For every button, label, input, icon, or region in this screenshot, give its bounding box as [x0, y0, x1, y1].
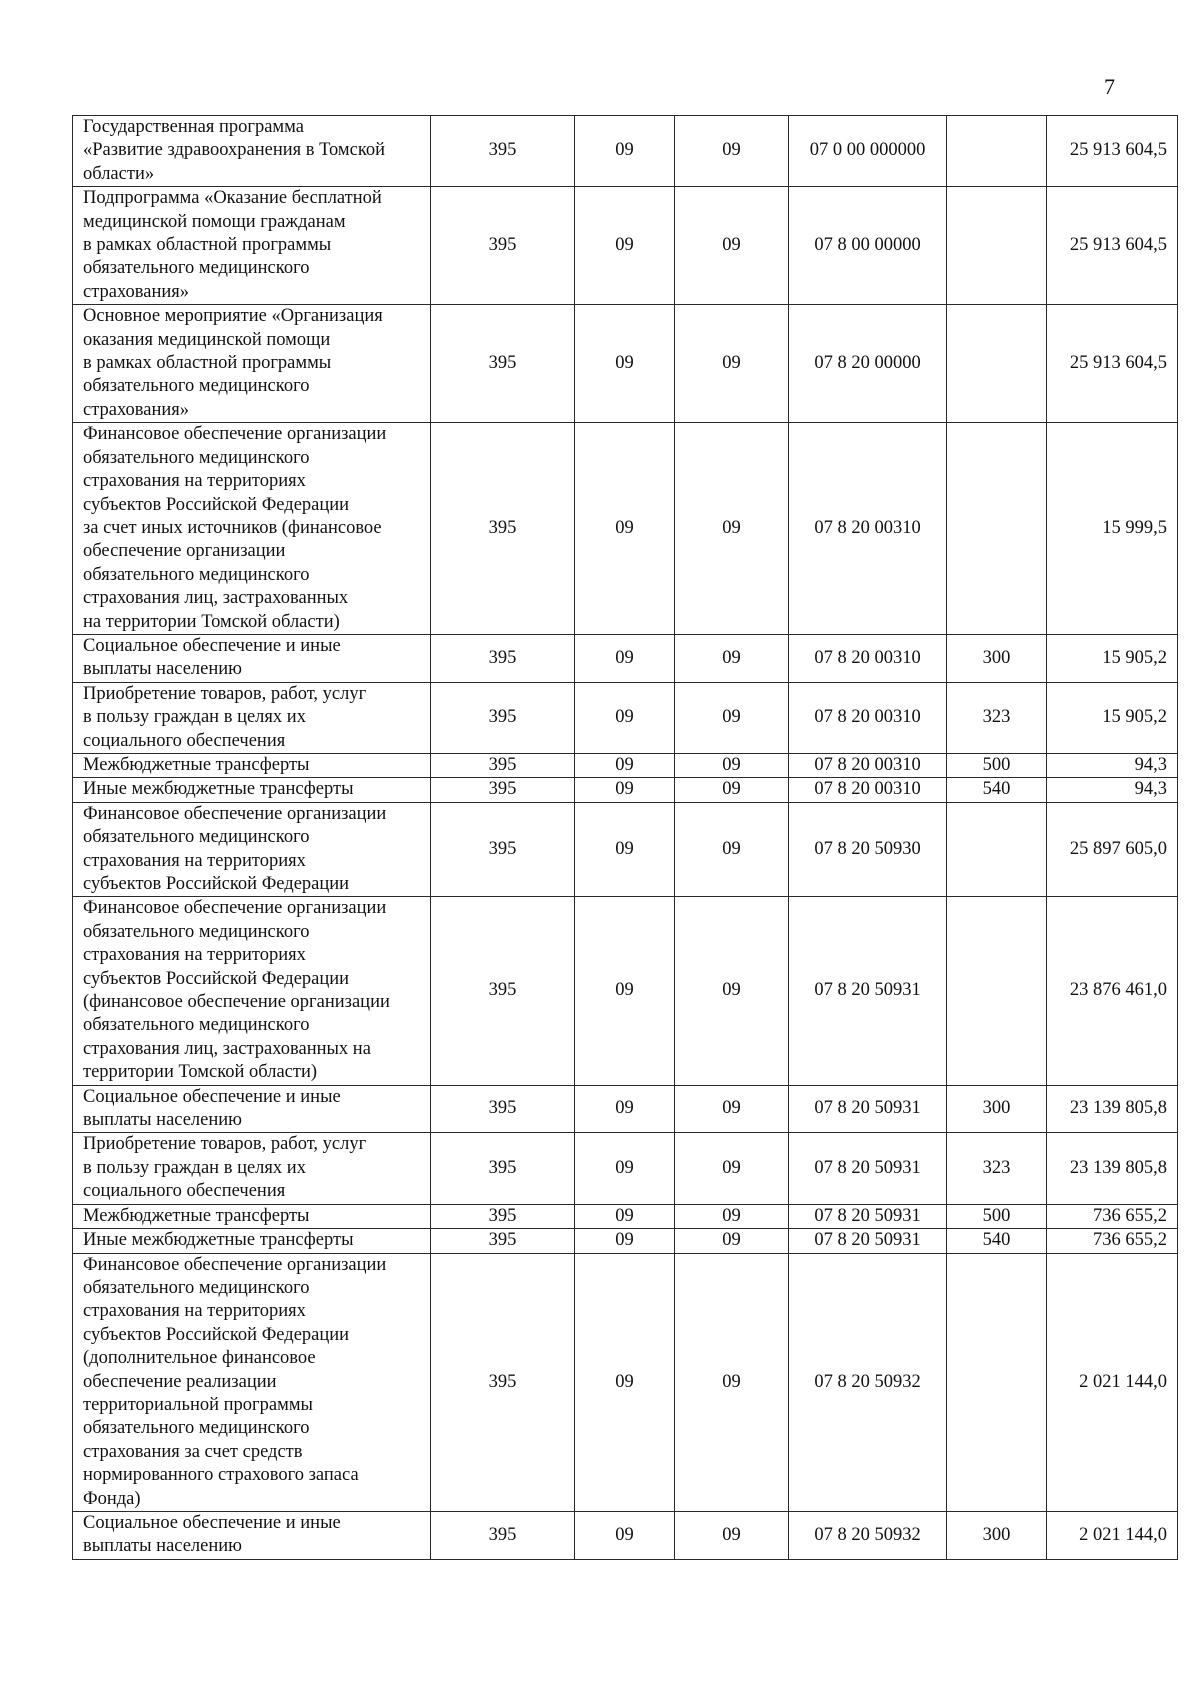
- table-row: [73, 778, 1178, 802]
- admin-code-cell: 395: [431, 1253, 575, 1511]
- target-article-cell: 07 8 20 50931: [789, 1133, 947, 1204]
- expense-type-cell: 540: [947, 1229, 1047, 1253]
- table-row: [73, 1511, 1178, 1559]
- section-code-cell: 09: [575, 423, 675, 635]
- amount-cell: 94,3: [1047, 778, 1178, 802]
- amount-cell: 15 905,2: [1047, 682, 1178, 753]
- subsection-code-cell: 09: [675, 1133, 789, 1204]
- admin-code-cell: 395: [431, 897, 575, 1085]
- amount-cell: 94,3: [1047, 753, 1178, 777]
- table-row: [73, 187, 1178, 305]
- table-row: [73, 423, 1178, 635]
- expense-name-cell: Иные межбюджетные трансферты: [73, 778, 431, 802]
- amount-cell: 2 021 144,0: [1047, 1253, 1178, 1511]
- expense-type-cell: 300: [947, 634, 1047, 682]
- section-code-cell: 09: [575, 802, 675, 897]
- target-article-cell: 07 8 20 50931: [789, 1085, 947, 1133]
- admin-code-cell: 395: [431, 1085, 575, 1133]
- admin-code-cell: 395: [431, 305, 575, 423]
- target-article-cell: 07 8 20 00310: [789, 778, 947, 802]
- expense-name-cell: Социальное обеспечение и иные выплаты населению: [73, 1511, 431, 1559]
- expense-type-cell: 300: [947, 1085, 1047, 1133]
- subsection-code-cell: 09: [675, 1253, 789, 1511]
- expense-type-cell: 300: [947, 1511, 1047, 1559]
- expense-name-cell: Основное мероприятие «Организация оказания медицинской помощи в рамках областной программы обязательного медицинского страхования»: [73, 305, 431, 423]
- admin-code-cell: 395: [431, 1229, 575, 1253]
- amount-cell: 736 655,2: [1047, 1229, 1178, 1253]
- expense-name-cell: Государственная программа «Развитие здравоохранения в Томской области»: [73, 116, 431, 187]
- target-article-cell: 07 8 20 50932: [789, 1511, 947, 1559]
- target-article-cell: 07 8 00 00000: [789, 187, 947, 305]
- expense-name-cell: Социальное обеспечение и иные выплаты населению: [73, 634, 431, 682]
- subsection-code-cell: 09: [675, 682, 789, 753]
- admin-code-cell: 395: [431, 753, 575, 777]
- subsection-code-cell: 09: [675, 1204, 789, 1228]
- expense-type-cell: 500: [947, 1204, 1047, 1228]
- amount-cell: 15 999,5: [1047, 423, 1178, 635]
- target-article-cell: 07 8 20 00310: [789, 423, 947, 635]
- section-code-cell: 09: [575, 187, 675, 305]
- target-article-cell: 07 8 20 00310: [789, 682, 947, 753]
- expense-name-cell: Иные межбюджетные трансферты: [73, 1229, 431, 1253]
- section-code-cell: 09: [575, 634, 675, 682]
- expense-name-cell: Межбюджетные трансферты: [73, 753, 431, 777]
- admin-code-cell: 395: [431, 778, 575, 802]
- budget-table-body: [73, 116, 1178, 1560]
- expense-type-cell: [947, 897, 1047, 1085]
- subsection-code-cell: 09: [675, 778, 789, 802]
- table-row: [73, 1229, 1178, 1253]
- amount-cell: 2 021 144,0: [1047, 1511, 1178, 1559]
- expense-type-cell: 500: [947, 753, 1047, 777]
- section-code-cell: 09: [575, 1085, 675, 1133]
- admin-code-cell: 395: [431, 1511, 575, 1559]
- section-code-cell: 09: [575, 305, 675, 423]
- amount-cell: 25 913 604,5: [1047, 305, 1178, 423]
- table-row: [73, 897, 1178, 1085]
- admin-code-cell: 395: [431, 116, 575, 187]
- section-code-cell: 09: [575, 778, 675, 802]
- admin-code-cell: 395: [431, 682, 575, 753]
- expense-name-cell: Приобретение товаров, работ, услуг в пользу граждан в целях их социального обеспечения: [73, 1133, 431, 1204]
- amount-cell: 25 913 604,5: [1047, 116, 1178, 187]
- subsection-code-cell: 09: [675, 753, 789, 777]
- target-article-cell: 07 8 20 50931: [789, 1229, 947, 1253]
- table-row: [73, 634, 1178, 682]
- table-row: [73, 682, 1178, 753]
- table-row: [73, 1253, 1178, 1511]
- amount-cell: 23 139 805,8: [1047, 1133, 1178, 1204]
- expense-type-cell: 323: [947, 1133, 1047, 1204]
- table-row: [73, 1085, 1178, 1133]
- target-article-cell: 07 8 20 50932: [789, 1253, 947, 1511]
- expense-name-cell: Подпрограмма «Оказание бесплатной медицинской помощи гражданам в рамках областной программы обязательного медицинского страхования»: [73, 187, 431, 305]
- expense-type-cell: [947, 1253, 1047, 1511]
- amount-cell: 23 139 805,8: [1047, 1085, 1178, 1133]
- target-article-cell: 07 8 20 50930: [789, 802, 947, 897]
- subsection-code-cell: 09: [675, 116, 789, 187]
- expense-type-cell: 323: [947, 682, 1047, 753]
- amount-cell: 15 905,2: [1047, 634, 1178, 682]
- expense-type-cell: [947, 423, 1047, 635]
- section-code-cell: 09: [575, 897, 675, 1085]
- subsection-code-cell: 09: [675, 802, 789, 897]
- section-code-cell: 09: [575, 1229, 675, 1253]
- expense-type-cell: [947, 116, 1047, 187]
- section-code-cell: 09: [575, 753, 675, 777]
- target-article-cell: 07 8 20 50931: [789, 1204, 947, 1228]
- expense-name-cell: Межбюджетные трансферты: [73, 1204, 431, 1228]
- amount-cell: 25 913 604,5: [1047, 187, 1178, 305]
- table-row: [73, 802, 1178, 897]
- amount-cell: 23 876 461,0: [1047, 897, 1178, 1085]
- expense-name-cell: Финансовое обеспечение организации обязательного медицинского страхования на территориях субъектов Российской Федерации (финансовое обеспечение организации обязательного медицинского страхования лиц, застрахованных на территории Томской области): [73, 897, 431, 1085]
- section-code-cell: 09: [575, 116, 675, 187]
- admin-code-cell: 395: [431, 1204, 575, 1228]
- target-article-cell: 07 8 20 50931: [789, 897, 947, 1085]
- subsection-code-cell: 09: [675, 634, 789, 682]
- target-article-cell: 07 0 00 000000: [789, 116, 947, 187]
- subsection-code-cell: 09: [675, 187, 789, 305]
- table-row: [73, 1133, 1178, 1204]
- expense-type-cell: [947, 305, 1047, 423]
- expense-name-cell: Финансовое обеспечение организации обязательного медицинского страхования на территориях субъектов Российской Федерации: [73, 802, 431, 897]
- budget-table: [72, 115, 1178, 1560]
- expense-name-cell: Социальное обеспечение и иные выплаты населению: [73, 1085, 431, 1133]
- subsection-code-cell: 09: [675, 897, 789, 1085]
- admin-code-cell: 395: [431, 423, 575, 635]
- table-row: [73, 1204, 1178, 1228]
- section-code-cell: 09: [575, 682, 675, 753]
- admin-code-cell: 395: [431, 187, 575, 305]
- target-article-cell: 07 8 20 00310: [789, 753, 947, 777]
- section-code-cell: 09: [575, 1133, 675, 1204]
- amount-cell: 736 655,2: [1047, 1204, 1178, 1228]
- table-row: [73, 116, 1178, 187]
- subsection-code-cell: 09: [675, 1229, 789, 1253]
- target-article-cell: 07 8 20 00000: [789, 305, 947, 423]
- amount-cell: 25 897 605,0: [1047, 802, 1178, 897]
- target-article-cell: 07 8 20 00310: [789, 634, 947, 682]
- expense-name-cell: Финансовое обеспечение организации обязательного медицинского страхования на территориях субъектов Российской Федерации за счет иных источников (финансовое обеспечение организации обязательного медицинского страхования лиц, застрахованных на территории Томской области): [73, 423, 431, 635]
- expense-type-cell: [947, 187, 1047, 305]
- section-code-cell: 09: [575, 1511, 675, 1559]
- admin-code-cell: 395: [431, 1133, 575, 1204]
- subsection-code-cell: 09: [675, 423, 789, 635]
- admin-code-cell: 395: [431, 802, 575, 897]
- subsection-code-cell: 09: [675, 1511, 789, 1559]
- page-number: 7: [1104, 74, 1115, 99]
- expense-name-cell: Приобретение товаров, работ, услуг в пользу граждан в целях их социального обеспечения: [73, 682, 431, 753]
- subsection-code-cell: 09: [675, 305, 789, 423]
- expense-type-cell: 540: [947, 778, 1047, 802]
- expense-type-cell: [947, 802, 1047, 897]
- table-row: [73, 753, 1178, 777]
- section-code-cell: 09: [575, 1204, 675, 1228]
- table-row: [73, 305, 1178, 423]
- subsection-code-cell: 09: [675, 1085, 789, 1133]
- expense-name-cell: Финансовое обеспечение организации обязательного медицинского страхования на территориях субъектов Российской Федерации (дополнительное финансовое обеспечение реализации территориальной программы обязательного медицинского страхования за счет средств нормированного страхового запаса Фонда): [73, 1253, 431, 1511]
- section-code-cell: 09: [575, 1253, 675, 1511]
- admin-code-cell: 395: [431, 634, 575, 682]
